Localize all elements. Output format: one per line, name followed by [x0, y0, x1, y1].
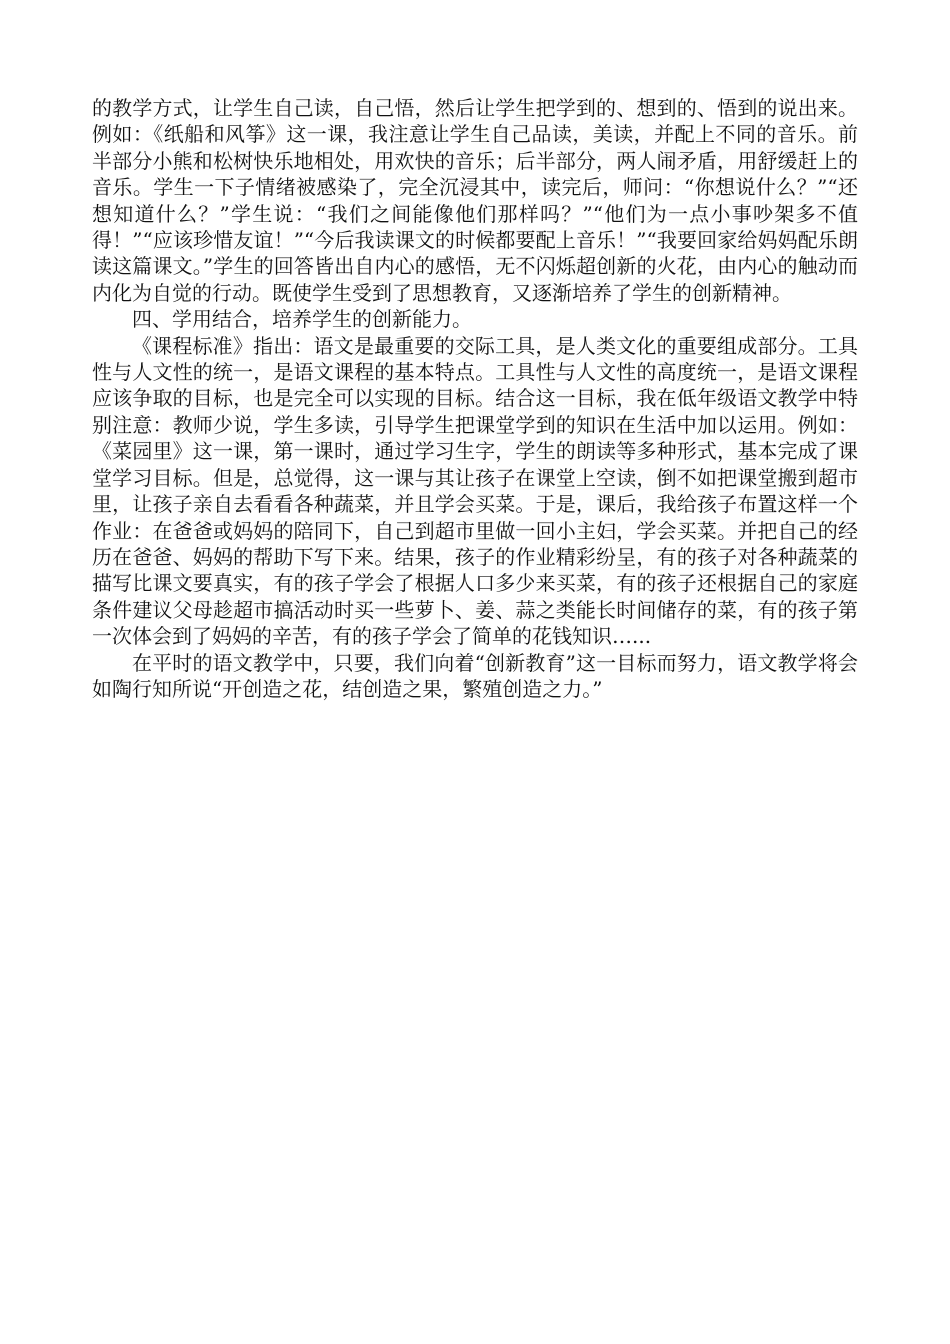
- section-heading-four: 四、学用结合，培养学生的创新能力。: [132, 307, 472, 332]
- paragraph-conclusion: 在平时的语文教学中，只要，我们向着“创新教育”这一目标而努力，语文教学将会如陶行知所说“开创造之花，结创造之果，繁殖创造之力。”: [92, 650, 858, 701]
- paragraph-curriculum-standard: 《课程标准》指出：语文是最重要的交际工具，是人类文化的重要组成部分。工具性与人文性的统一，是语文课程的基本特点。工具性与人文性的高度统一，是语文课程应该争取的目标，也是完全可以实现的目标。结合这一目标，我在低年级语文教学中特别注意：教师少说，学生多读，引导学生把课堂学到的知识在生活中加以运用。例如：《菜园里》这一课，第一课时，通过学习生字，学生的朗读等多种形式，基本完成了课堂学习目标。但是，总觉得，这一课与其让孩子在课堂上空读，倒不如把课堂搬到超市里，让孩子亲自去看看各种蔬菜，并且学会买菜。于是，课后，我给孩子布置这样一个作业：在爸爸或妈妈的陪同下，自己到超市里做一回小主妇，学会买菜。并把自己的经历在爸爸、妈妈的帮助下写下来。结果，孩子的作业精彩纷呈，有的孩子对各种蔬菜的描写比课文要真实，有的孩子学会了根据人口多少来买菜，有的孩子还根据自己的家庭条件建议父母趁超市搞活动时买一些萝卜、姜、蒜之类能长时间储存的菜，有的孩子第一次体会到了妈妈的辛苦，有的孩子学会了简单的花钱知识…...: [92, 333, 858, 649]
- paragraph-reading-method: 的教学方式，让学生自己读，自己悟，然后让学生把学到的、想到的、悟到的说出来。例如：《纸船和风筝》这一课，我注意让学生自己品读，美读，并配上不同的音乐。前半部分小熊和松树快乐地相处，用欢快的音乐；后半部分，两人闹矛盾，用舒缓赶上的音乐。学生一下子情绪被感染了，完全沉浸其中，读完后，师问：“你想说什么？”“还想知道什么？”学生说：“我们之间能像他们那样吗？”“他们为一点小事吵架多不值得！”“应该珍惜友谊！”“今后我读课文的时候都要配上音乐！”“我要回家给妈妈配乐朗读这篇课文。”学生的回答皆出自内心的感悟，无不闪烁超创新的火花，由内心的触动而内化为自觉的行动。既使学生受到了思想教育，又逐渐培养了学生的创新精神。: [92, 96, 858, 305]
- document-body: [92, 95, 858, 702]
